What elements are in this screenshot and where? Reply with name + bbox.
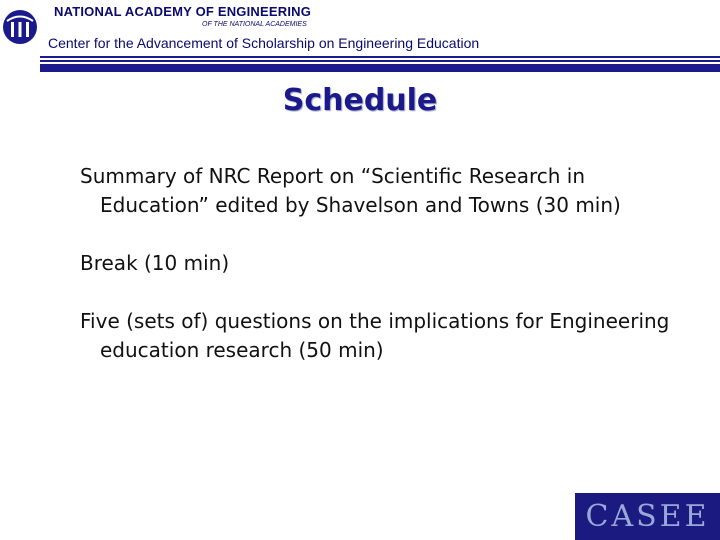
schedule-item-break: Break (10 min): [80, 251, 230, 275]
nae-logo-icon: [2, 9, 38, 45]
casee-logo-text: CASEE: [585, 499, 710, 534]
center-name: Center for the Advancement of Scholarship on Engineering Education: [48, 35, 480, 51]
schedule-item-questions: Five (sets of) questions on the implications for Engineering education research (50 min): [80, 309, 670, 362]
schedule-item-summary: Summary of NRC Report on “Scientific Research in Education” edited by Shavelson and Towns (30 min): [80, 164, 621, 217]
casee-logo: [575, 493, 720, 540]
header-rule-thick: [40, 64, 720, 72]
org-subtitle: OF THE NATIONAL ACADEMIES: [202, 21, 307, 28]
schedule-list: [80, 162, 680, 394]
slide-title: Schedule: [282, 83, 438, 118]
header-rule-thin-2: [40, 60, 720, 62]
header-rule-thin-1: [40, 56, 720, 58]
org-name: NATIONAL ACADEMY OF ENGINEERING: [54, 4, 312, 19]
